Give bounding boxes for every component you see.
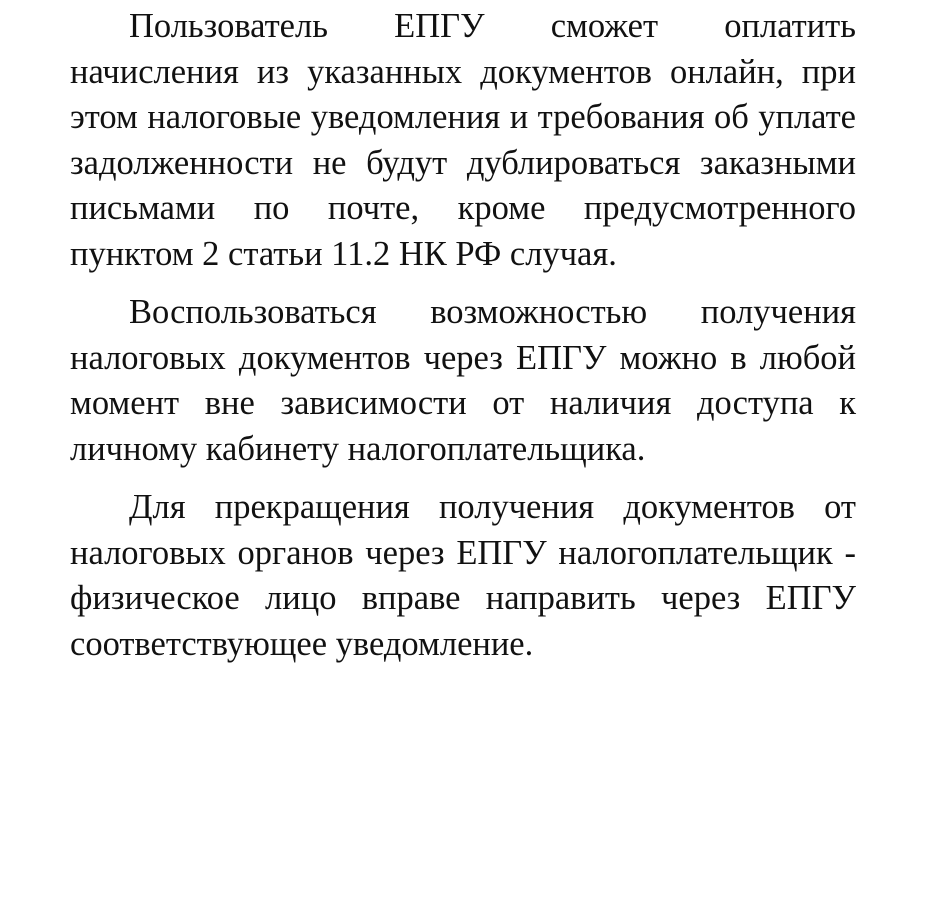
document-page	[70, 4, 856, 667]
paragraph-payment-info: Пользователь ЕПГУ сможет оплатить начисления из указанных документов онлайн, при этом налоговые уведомления и требования об уплате задолженности не будут дублироваться заказными письмами по почте, кроме предусмотренного пунктом 2 статьи 11.2 НК РФ случая.	[70, 7, 856, 273]
paragraph-access-info: Воспользоваться возможностью получения налоговых документов через ЕПГУ можно в любой момент вне зависимости от наличия доступа к личному кабинету налогоплательщика.	[70, 293, 856, 468]
paragraph-termination-info: Для прекращения получения документов от налоговых органов через ЕПГУ налогоплательщик - физическое лицо вправе направить через ЕПГУ соответствующее уведомление.	[70, 488, 856, 663]
